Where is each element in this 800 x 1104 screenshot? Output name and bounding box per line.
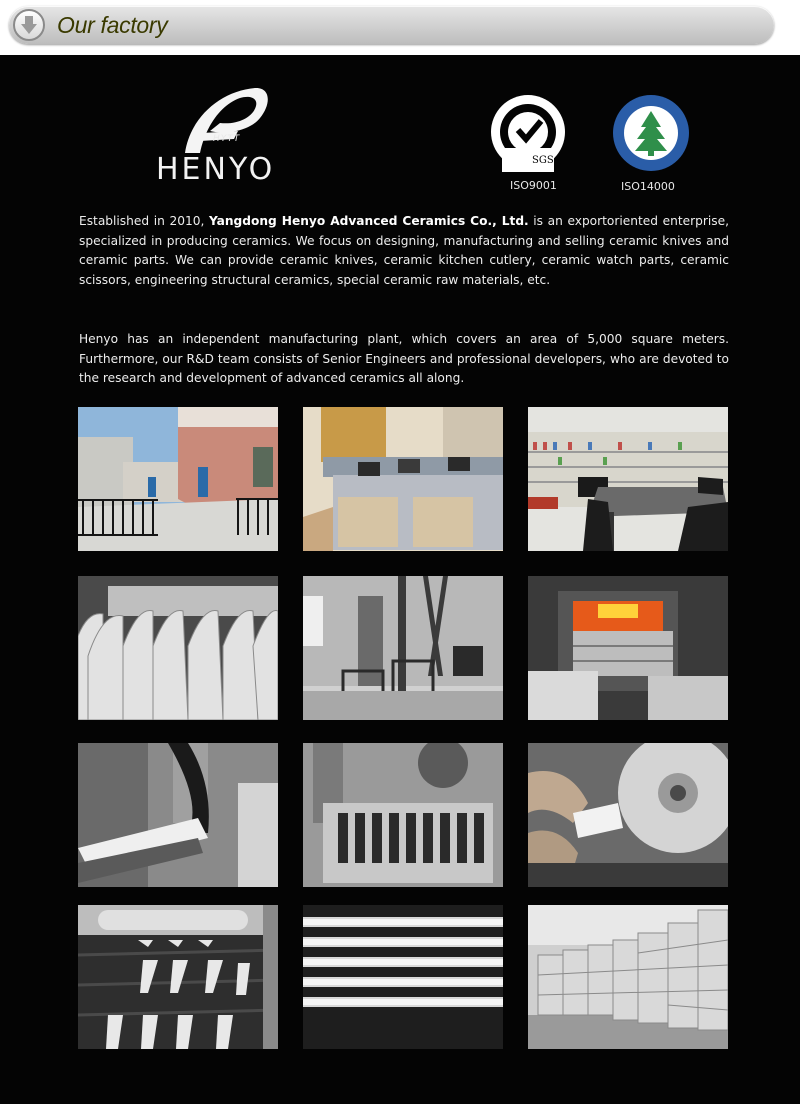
intro-prefix: Established in 2010,	[79, 214, 209, 228]
iso9001-label: ISO9001	[510, 179, 557, 192]
machinery-photo	[303, 576, 503, 720]
intro-paragraph-2: Henyo has an independent manufacturing plant, which covers an area of 5,000 square meters. Furthermore, our R&D team consists of Senior Engineers and professional developers, who are devoted to the research and development of advanced ceramics all along.	[79, 332, 729, 386]
kiln-photo	[528, 576, 728, 720]
intro-rest: is an exportoriented enterprise, specialized in producing ceramics. We focus on designing, manufacturing and selling ceramic knives and ceramic parts. We can provide ceramic knives, ceramic kitchen cutlery, ceramic watch parts, ceramic scissors, engineering structural ceramics, special ceramic raw materials, etc.	[79, 214, 729, 288]
finished-blades-photo	[303, 905, 503, 1049]
grinding-photo	[528, 743, 728, 887]
showroom-photo	[528, 407, 728, 551]
logo-brand: HENYO	[156, 152, 276, 187]
section-header	[9, 6, 774, 44]
ceramic-blanks-photo	[78, 576, 278, 720]
factory-poster	[0, 55, 800, 1104]
iso9001-seal-icon	[488, 92, 568, 172]
section-title: Our factory	[57, 12, 168, 38]
company-name: Yangdong Henyo Advanced Ceramics Co., Ltd.	[208, 214, 529, 228]
logo-subtext: HYTT	[213, 134, 241, 144]
blade-shaping-photo	[78, 743, 278, 887]
office-photo	[303, 407, 503, 551]
factory-exterior-photo	[78, 407, 278, 551]
warehouse-photo	[528, 905, 728, 1049]
iso14000-label: ISO14000	[621, 180, 675, 193]
blade-conveyor-photo	[78, 905, 278, 1049]
iso14000-seal-icon	[611, 93, 691, 173]
intro-paragraph-1	[79, 212, 729, 291]
seal-mark-sgs: SGS	[532, 155, 554, 166]
blade-tray-photo	[303, 743, 503, 887]
down-arrow-icon[interactable]	[13, 9, 45, 41]
